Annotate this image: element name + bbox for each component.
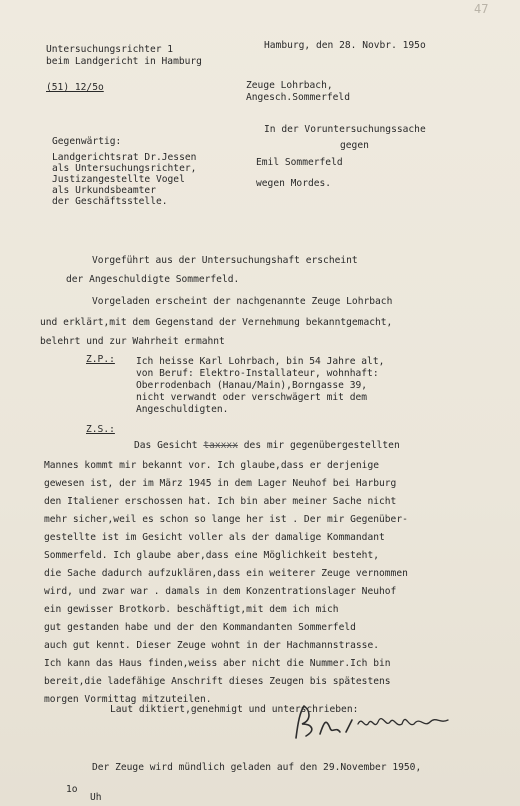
zs-line: gut gestanden habe und der den Kommandanten Sommerfeld <box>44 622 356 633</box>
zs-line: ein gewisser Brotkorb. beschäftigt,mit dem ich mich <box>44 604 339 615</box>
court-line1: Untersuchungsrichter 1 <box>46 44 174 55</box>
zs-label: Z.S.: <box>86 424 115 435</box>
zs-line: morgen Vormittag mitzuteilen. <box>44 694 212 705</box>
zp-label: Z.P.: <box>86 354 115 365</box>
zp-line: Oberrodenbach (Hanau/Main),Borngasse 39, <box>136 380 368 391</box>
zs-line: mehr sicher,weil es schon so lange her ist . Der mir Gegenüber- <box>44 514 408 525</box>
present-line: Justizangestellte Vogel <box>52 174 185 185</box>
zs-line: auch gut kennt. Dieser Zeuge wohnt in der Hachmannstrasse. <box>44 640 380 651</box>
p1-line1: Vorgeführt aus der Untersuchungshaft erscheint <box>92 255 358 266</box>
summons-line: Der Zeuge wird mündlich geladen auf den 29.November 1950, <box>92 762 422 773</box>
present-line: als Untersuchungsrichter, <box>52 163 197 174</box>
zs-struck-word: taxxxx <box>203 440 238 451</box>
zs-line: Sommerfeld. Ich glaube aber,dass eine Möglichkeit besteht, <box>44 550 380 561</box>
zs-line: die Sache dadurch aufzuklären,dass ein weiterer Zeuge vernommen <box>44 568 408 579</box>
zp-line: von Beruf: Elektro-Installateur, wohnhaft: <box>136 368 379 379</box>
zp-line: Ich heisse Karl Lohrbach, bin 54 Jahre alt, <box>136 356 385 367</box>
present-label: Gegenwärtig: <box>52 136 122 147</box>
footer-word: Uh <box>90 792 102 803</box>
case-defendant: Emil Sommerfeld <box>256 157 343 168</box>
handwritten-signature <box>290 698 460 748</box>
p2-line1: Vorgeladen erscheint der nachgenannte Zeuge Lohrbach <box>92 296 393 307</box>
file-number: (51) 12/5o <box>46 82 104 93</box>
present-line: als Urkundsbeamter <box>52 185 156 196</box>
present-line: der Geschäftsstelle. <box>52 196 168 207</box>
place-date: Hamburg, den 28. Novbr. 195o <box>264 40 426 51</box>
p2-line3: belehrt und zur Wahrheit ermahnt <box>40 336 225 347</box>
footer-number: 1o <box>66 784 78 795</box>
zs-line: bereit,die ladefähige Anschrift dieses Zeugen bis spätestens <box>44 676 391 687</box>
zs-line: gewesen ist, der im März 1945 in dem Lager Neuhof bei Harburg <box>44 478 397 489</box>
case-line1: In der Voruntersuchungssache <box>264 124 426 135</box>
zs-line: den Italiener erschossen hat. Ich bin aber meiner Sache nicht <box>44 496 397 507</box>
zs-line: gestellte ist im Gesicht voller als der damalige Kommandant <box>44 532 385 543</box>
zp-line: nicht verwandt oder verschwägert mit dem <box>136 392 368 403</box>
case-line2: gegen <box>340 140 369 151</box>
witness-line2: Angesch.Sommerfeld <box>246 92 350 103</box>
page-number: 47 <box>474 2 489 16</box>
zs-first-line <box>134 440 400 452</box>
zp-line: Angeschuldigten. <box>136 404 229 415</box>
p2-line2: und erklärt,mit dem Gegenstand der Vernehmung bekanntgemacht, <box>40 317 393 328</box>
signature <box>290 698 460 748</box>
zs-line: wird, und zwar war . damals in dem Konzentrationslager Neuhof <box>44 586 397 597</box>
zs-line: Ich kann das Haus finden,weiss aber nicht die Nummer.Ich bin <box>44 658 391 669</box>
case-charge: wegen Mordes. <box>256 178 332 189</box>
closing-line: Laut diktiert,genehmigt und unterschrieben: <box>110 704 359 715</box>
witness-line1: Zeuge Lohrbach, <box>246 80 333 91</box>
p1-line2: der Angeschuldigte Sommerfeld. <box>66 274 240 285</box>
zs-first-rest: des mir gegenübergestellten <box>243 440 400 451</box>
present-line: Landgerichtsrat Dr.Jessen <box>52 152 197 163</box>
court-line2: beim Landgericht in Hamburg <box>46 56 202 67</box>
zs-first-text: Das Gesicht <box>134 440 198 451</box>
zs-line: Mannes kommt mir bekannt vor. Ich glaube,dass er derjenige <box>44 460 380 471</box>
